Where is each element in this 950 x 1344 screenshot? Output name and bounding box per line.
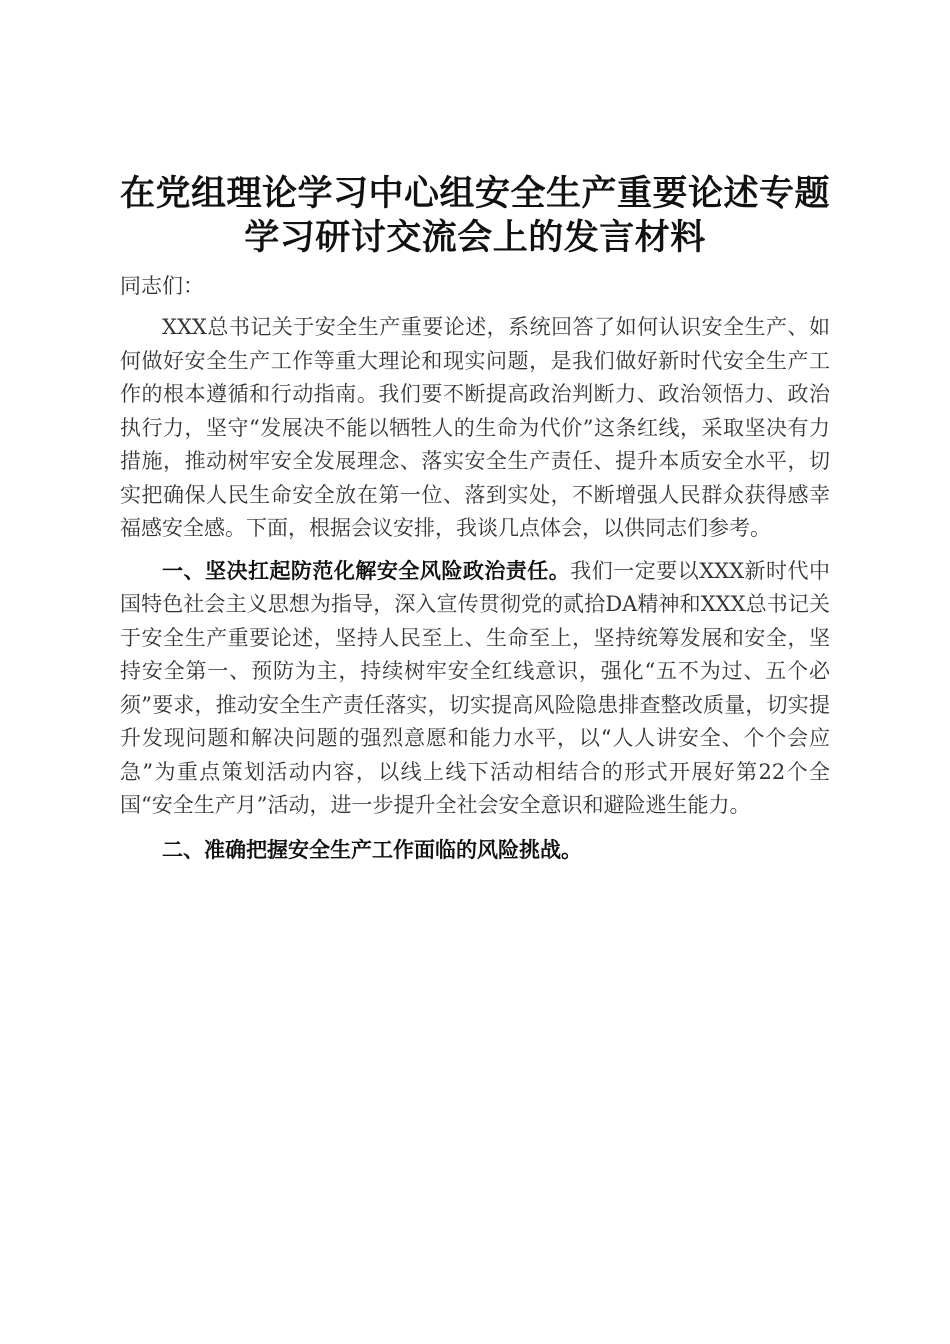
section-2-heading: 二、准确把握安全生产工作面临的风险挑战。 — [162, 836, 582, 862]
title-line-2: 学习研讨交流会上的发言材料 — [244, 218, 706, 258]
intro-paragraph: XXX总书记关于安全生产重要论述，系统回答了如何认识安全生产、如何做好安全生产工作等重大理论和现实问题，是我们做好新时代安全生产工作的根本遵循和行动指南。我们要不断提高政治判断力、政治领悟力、政治执行力，坚守“发展决不能以牺牲人的生命为代价”这条红线，采取坚决有力措施，推动树牢安全发展理念、落实安全生产责任、提升本质安全水平，切实把确保人民生命安全放在第一位、落到实处，不断增强人民群众获得感幸福感安全感。下面，根据会议安排，我谈几点体会，以供同志们参考。 — [120, 315, 830, 540]
section-1-heading: 一、坚决扛起防范化解安全风险政治责任。 — [162, 557, 571, 583]
document-page — [120, 172, 830, 866]
document-title — [120, 172, 830, 260]
salutation: 同志们： — [120, 274, 204, 298]
title-line-1: 在党组理论学习中心组安全生产重要论述专题 — [120, 174, 831, 214]
section-1-paragraph — [120, 554, 830, 823]
section-1-body: 我们一定要以XXX新时代中国特色社会主义思想为指导，深入宣传贯彻党的贰拾DA精神和XXX总书记关于安全生产重要论述，坚持人民至上、生命至上，坚持统筹发展和安全，坚持安全第一、预防为主，持续树牢安全红线意识，强化“五不为过、五个必须”要求，推动安全生产责任落实，切实提高风险隐患排查整改质量，切实提升发现问题和解决问题的强烈意愿和能力水平，以“人人讲安全、个个会应急”为重点策划活动内容，以线上线下活动相结合的形式开展好第22个全国“安全生产月”活动，进一步提升全社会安全意识和避险逃生能力。 — [120, 558, 830, 817]
